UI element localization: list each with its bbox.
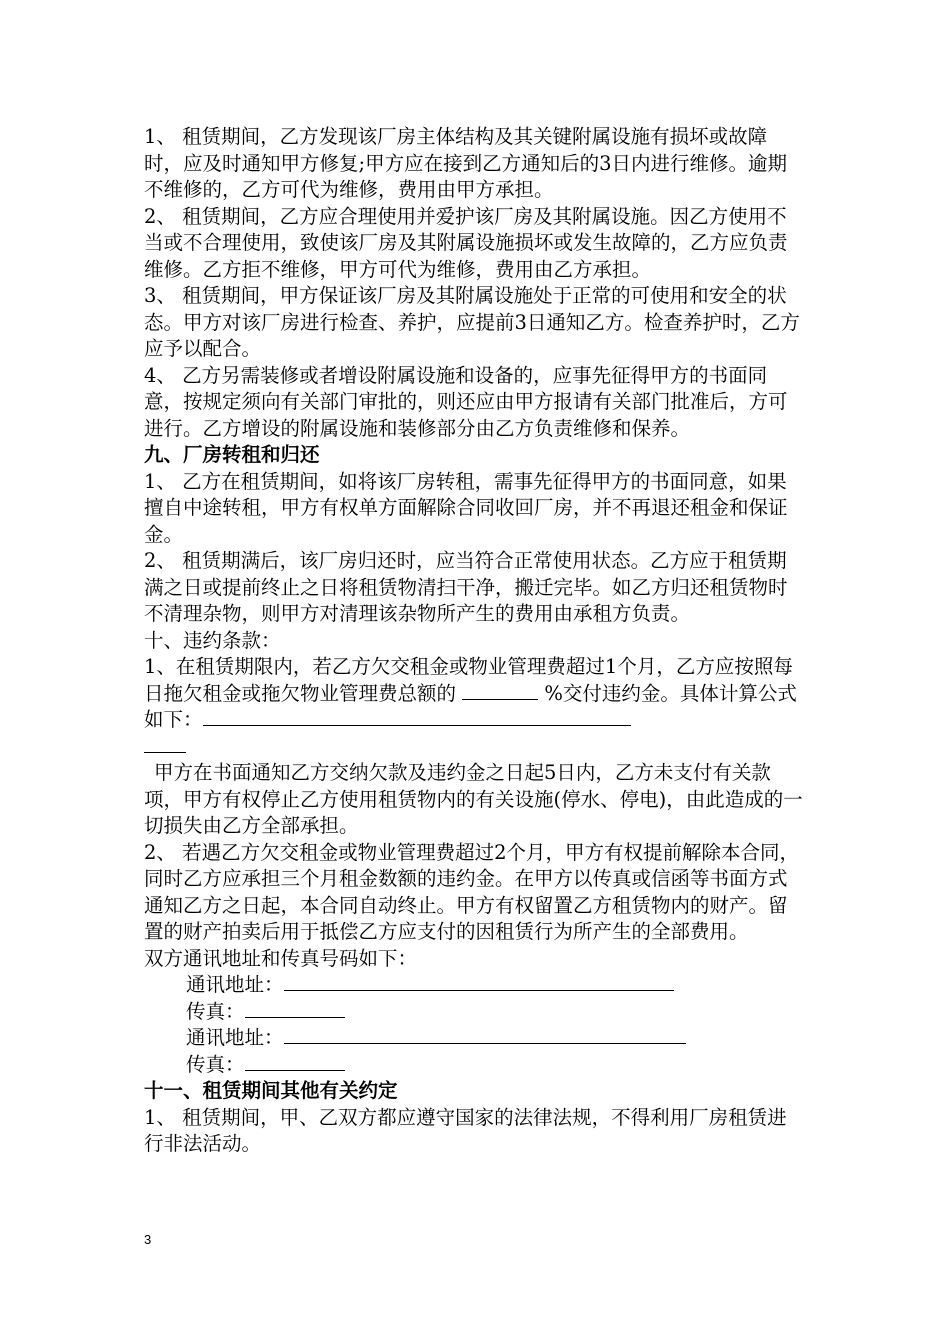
- formula-blank-line-2: [144, 734, 186, 753]
- fax-label: 传真：: [186, 999, 245, 1023]
- clause-8-4: 4、 乙方另需装修或者增设附属设施和设备的，应事先征得甲方的书面同意，按规定须向有关部门审批的，则还应由甲方报请有关部门批准后，方可进行。乙方增设的附属设施和装修部分由乙方负责维修和保养。: [144, 363, 788, 440]
- section-10-heading: 十、违约条款：: [144, 628, 281, 652]
- clause-10-1-text-a: 1、在租赁期限内，若乙方欠交租金或物业管理费超过1个月，乙方应按照每日拖欠租金或拖欠物业管理费总额的: [144, 655, 793, 705]
- clause-9-2: 2、 租赁期满后，该厂房归还时，应当符合正常使用状态。乙方应于租赁期满之日或提前终止之日将租赁物清扫干净，搬迁完毕。如乙方归还租赁物时不清理杂物，则甲方对清理该杂物所产生的费用由承租方负责。: [144, 549, 788, 625]
- party-b-address-row: [144, 1025, 804, 1052]
- clause-8-3: 3、 租赁期间，甲方保证该厂房及其附属设施处于正常的可使用和安全的状态。甲方对该厂房进行检查、养护，应提前3日通知乙方。检查养护时，乙方应予以配合。: [144, 284, 800, 360]
- address-label: 通讯地址：: [186, 1026, 284, 1049]
- clause-11-1: 1、 租赁期间，甲、乙双方都应遵守国家的法律法规，不得利用厂房租赁进行非法活动。: [144, 1105, 787, 1155]
- clause-10-1-text-b: %交付违约金。具体计算公式如下：: [144, 681, 797, 731]
- clause-10-2: 2、 若遇乙方欠交租金或物业管理费超过2个月，甲方有权提前解除本合同，同时乙方应承担三个月租金数额的违约金。在甲方以传真或信函等书面方式通知乙方之日起，本合同自动终止。甲方有权留置乙方租赁物内的财产。留置的财产拍卖后用于抵偿乙方应支付的因租赁行为所产生的全部费用。: [144, 840, 800, 943]
- address-label: 通讯地址：: [186, 973, 284, 996]
- section-11-heading: 十一、租赁期间其他有关约定: [144, 1079, 398, 1102]
- section-9-heading: 九、厂房转租和归还: [144, 443, 320, 466]
- clause-8-1: 1、 租赁期间，乙方发现该厂房主体结构及其关键附属设施有损坏或故障时，应及时通知甲方修复;甲方应在接到乙方通知后的3日内进行维修。逾期不维修的，乙方可代为维修，费用由甲方承担。: [144, 125, 787, 201]
- fax-label: 传真：: [186, 1052, 245, 1076]
- party-b-address-blank: [284, 1025, 686, 1044]
- party-b-fax-blank: [245, 1052, 345, 1071]
- clause-9-1: 1、 乙方在租赁期间，如将该厂房转租，需事先征得甲方的书面同意，如果擅自中途转租，甲方有权单方面解除合同收回厂房，并不再退还租金和保证金。: [144, 469, 788, 546]
- clause-8-2: 2、 租赁期间，乙方应合理使用并爱护该厂房及其附属设施。因乙方使用不当或不合理使用，致使该厂房及其附属设施损坏或发生故障的，乙方应负责维修。乙方拒不维修，甲方可代为维修，费用由乙方承担。: [144, 204, 788, 281]
- contact-intro: 双方通讯地址和传真号码如下：: [144, 946, 418, 970]
- party-b-fax-row: [144, 1052, 804, 1079]
- party-a-address-row: [144, 972, 804, 999]
- clause-10-1: [144, 654, 804, 760]
- clause-10-1-continued: 甲方在书面通知乙方交纳欠款及违约金之日起5日内，乙方未支付有关款项，甲方有权停止乙方使用租赁物内的有关设施(停水、停电)，由此造成的一切损失由乙方全部承担。: [144, 761, 803, 837]
- document-body: [144, 124, 804, 1158]
- formula-blank-line-1: [203, 707, 631, 726]
- party-a-fax-blank: [245, 999, 345, 1018]
- page-number: 3: [144, 1232, 152, 1247]
- party-a-fax-row: [144, 999, 804, 1026]
- penalty-rate-blank: [462, 681, 538, 700]
- party-a-address-blank: [284, 972, 674, 991]
